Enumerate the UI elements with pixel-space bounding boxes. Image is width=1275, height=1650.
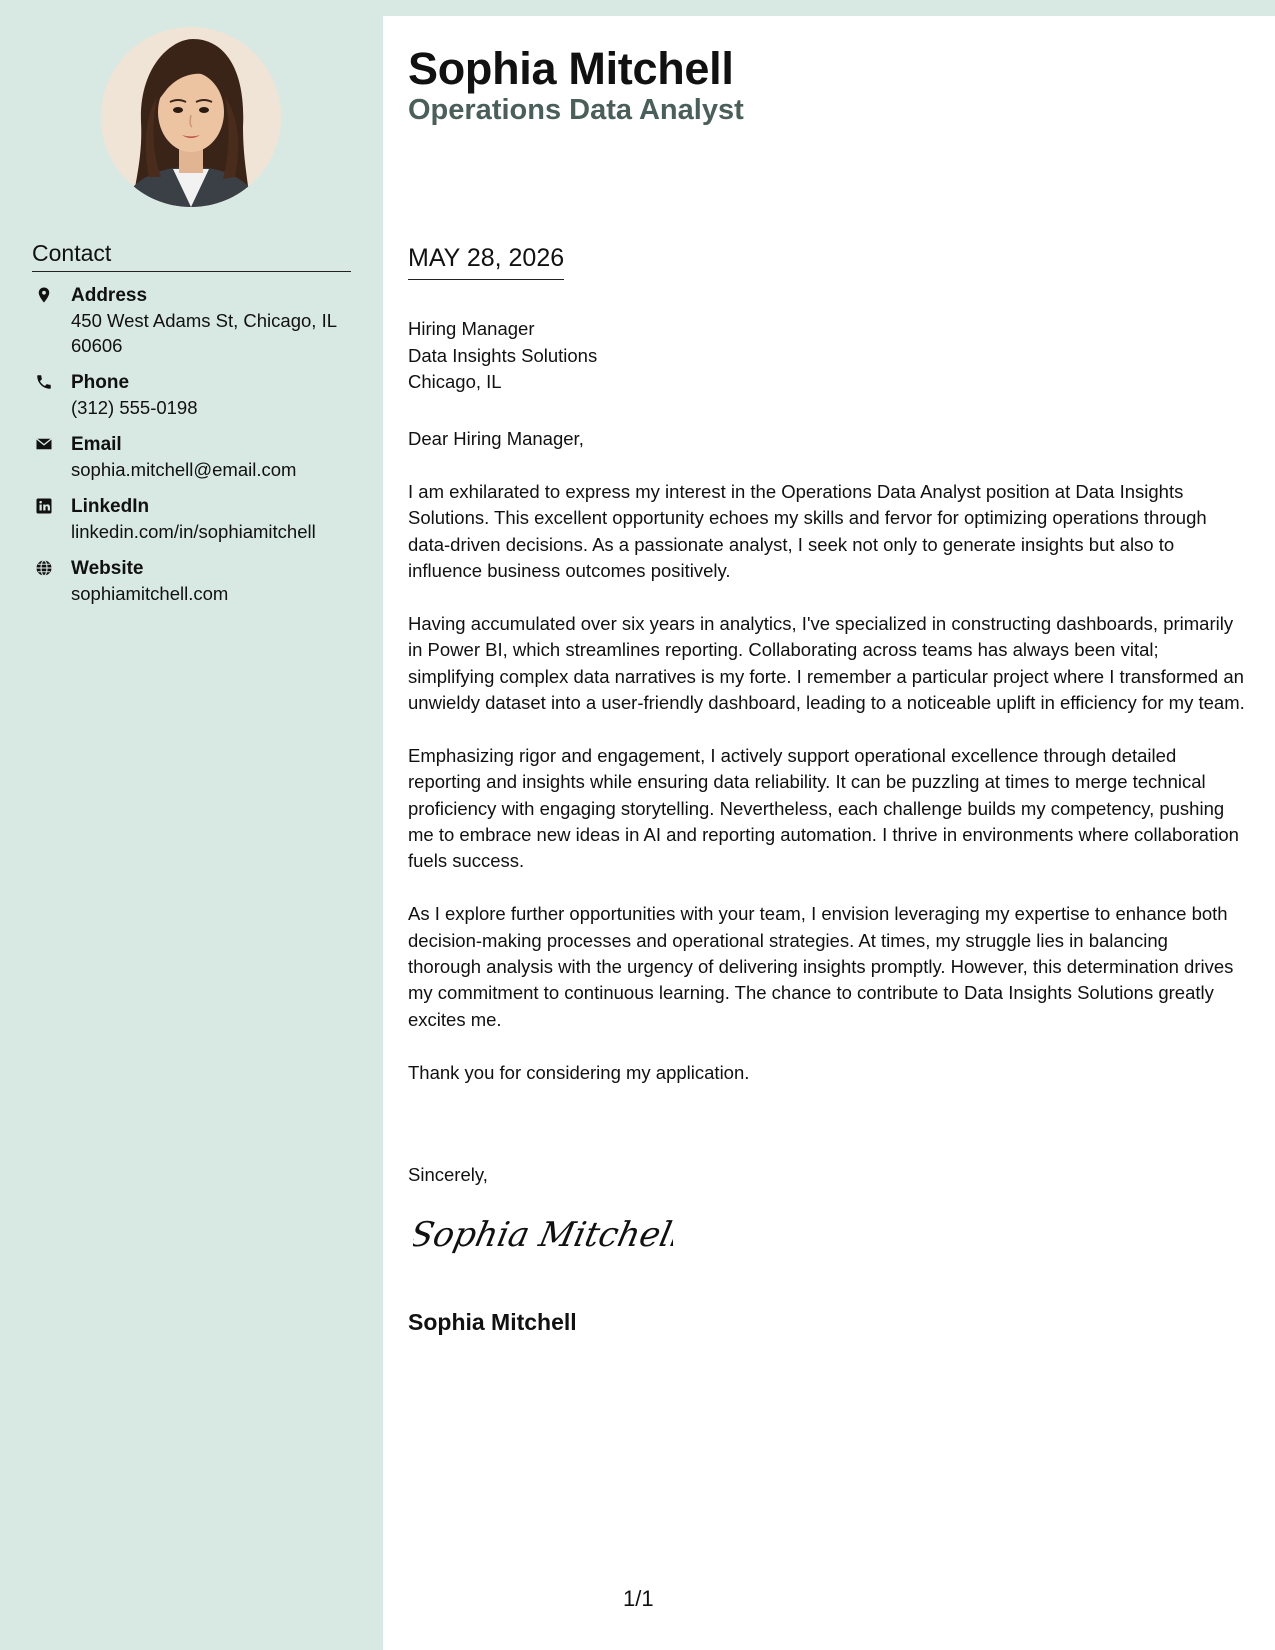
contact-label: Email bbox=[71, 434, 122, 455]
applicant-name: Sophia Mitchell bbox=[408, 43, 734, 94]
signature-image bbox=[413, 1204, 673, 1264]
page-number: 1/1 bbox=[623, 1586, 654, 1611]
profile-photo bbox=[101, 27, 281, 207]
contact-item-linkedin bbox=[32, 494, 362, 544]
letter-paragraph: Emphasizing rigor and engagement, I actively support operational excellence through detailed reporting and insights while ensuring data reliability. It can be puzzling at times to merge technical proficiency with engaging storytelling. Nevertheless, each challenge builds my competency, pushing me to embrace new ideas in AI and reporting automation. I thrive in environments where collaboration fuels success. bbox=[408, 744, 1239, 872]
recipient-line: Data Insights Solutions bbox=[408, 344, 598, 366]
phone-icon bbox=[35, 373, 53, 391]
letter-paragraph: I am exhilarated to express my interest in the Operations Data Analyst position at Data Insights Solutions. This excellent opportunity echoes my skills and fervor for optimizing operations through data-driven decisions. As a passionate analyst, I seek not only to generate insights but also to influence business outcomes positively. bbox=[408, 480, 1207, 582]
letter-paragraph: As I explore further opportunities with your team, I envision leveraging my expertise to enhance both decision-making processes and operational strategies. At times, my struggle lies in balancing thorough analysis with the urgency of delivering insights promptly. However, this determination drives my commitment to continuous learning. The chance to contribute to Data Insights Solutions greatly excites me. bbox=[408, 903, 1234, 1030]
recipient-line: Chicago, IL bbox=[408, 371, 502, 392]
letter-main bbox=[383, 16, 1275, 1650]
signer-name: Sophia Mitchell bbox=[408, 1309, 577, 1335]
contact-label: Phone bbox=[71, 372, 130, 393]
contact-value: sophia.mitchell@email.com bbox=[71, 459, 297, 480]
salutation: Dear Hiring Manager, bbox=[408, 428, 584, 449]
contact-value: sophiamitchell.com bbox=[71, 583, 229, 604]
contact-list bbox=[32, 283, 362, 618]
letter-paragraph: Having accumulated over six years in analytics, I've specialized in constructing dashboards, primarily in Power BI, which streamlines reporting. Collaborating across teams has always been vital; simplifying complex data narratives is my forte. I remember a particular project where I transformed an unwieldy dataset into a user-friendly dashboard, leading to a noticeable uplift in efficiency for my team. bbox=[408, 612, 1245, 714]
contact-item-website bbox=[32, 556, 362, 606]
contact-item-address bbox=[32, 283, 362, 358]
envelope-icon bbox=[35, 435, 53, 453]
contact-value: 450 West Adams St, Chicago, IL 60606 bbox=[71, 310, 337, 356]
globe-icon bbox=[35, 559, 53, 577]
linkedin-icon bbox=[35, 497, 53, 515]
avatar bbox=[101, 27, 281, 207]
signature-text: Sophia Mitchell bbox=[413, 1215, 673, 1255]
letter-body bbox=[408, 426, 1246, 1112]
contact-label: LinkedIn bbox=[71, 496, 150, 517]
contact-value: linkedin.com/in/sophiamitchell bbox=[71, 521, 316, 542]
contact-heading: Contact bbox=[32, 240, 351, 272]
recipient-block bbox=[408, 316, 597, 396]
letter-paragraph: Thank you for considering my application. bbox=[408, 1061, 750, 1083]
location-pin-icon bbox=[35, 286, 53, 304]
contact-value: (312) 555-0198 bbox=[71, 397, 198, 418]
contact-item-email bbox=[32, 432, 362, 482]
closing: Sincerely, bbox=[408, 1164, 488, 1185]
contact-item-phone bbox=[32, 370, 362, 420]
letter-date: MAY 28, 2026 bbox=[408, 244, 564, 280]
job-title: Operations Data Analyst bbox=[408, 94, 744, 126]
recipient-line: Hiring Manager bbox=[408, 318, 535, 339]
contact-label: Address bbox=[71, 285, 148, 306]
sidebar bbox=[0, 0, 383, 1650]
contact-label: Website bbox=[71, 558, 144, 579]
